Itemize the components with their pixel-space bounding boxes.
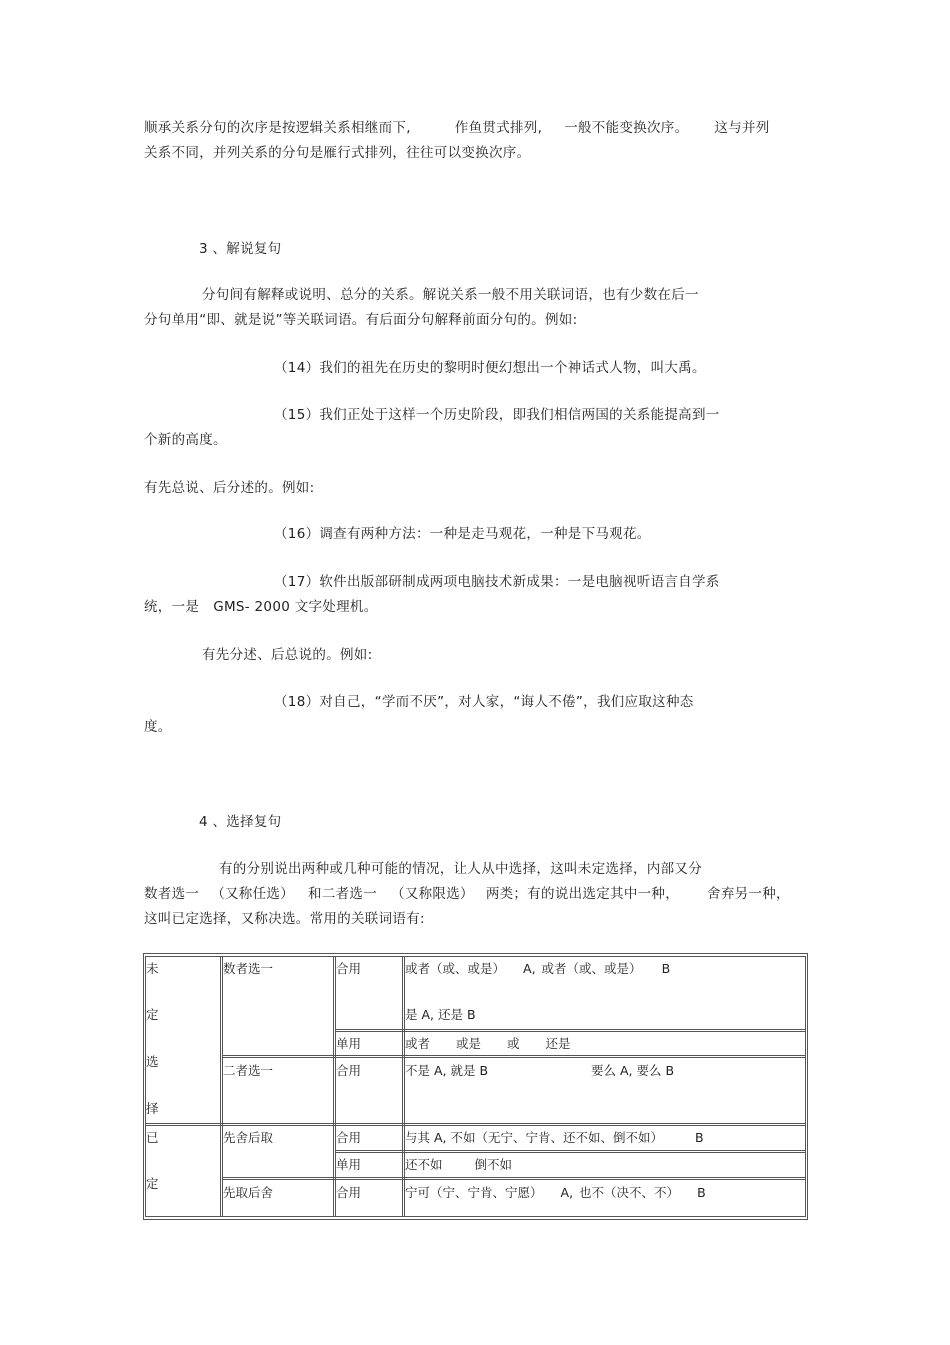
text-segment: 和二者选一 [308,886,378,902]
conjunction-text: 宁可（宁、宁肯、宁愿） [405,1185,543,1200]
conjunction-text: B [661,961,671,976]
category-decided-char: 定 [146,1176,159,1191]
usage-single: 单用 [336,1157,362,1172]
conjunction-text: 还不如 [405,1157,443,1172]
intro-line-2: 关系不同，并列关系的分句是雁行式排列，往往可以变换次序。 [144,145,531,161]
sec3-para-1b: 分句单用“即、就是说”等关联词语。有后面分句解释前面分句的。例如: [144,312,578,328]
sec3-para-3: 有先分述、后总说的。例如: [202,647,373,663]
conjunction-text: 或者（或、或是） [405,961,506,976]
example-15b: 个新的高度。 [144,432,227,448]
conjunction-text: 也不（决不、不） [579,1185,680,1200]
text-segment: （又称限选） [391,886,474,902]
conjunction-text: 或 [507,1036,520,1051]
table-border [145,1216,806,1217]
category-undecided-char: 未 [146,961,159,976]
intro-line-1 [144,118,770,138]
table-border [807,953,808,1220]
text-segment: 一般不能变换次序。 [564,120,689,136]
example-17b [144,597,378,617]
example-18a: （18）对自己，“学而不厌”，对人家，“诲人不倦”，我们应取这种态 [274,694,694,710]
subtype-multi: 数者选一 [223,961,274,976]
conjunction-row-1b: 是 A, 还是 B [405,1007,476,1022]
usage-combined: 合用 [336,1063,362,1078]
text-segment: 作鱼贯式排列, [454,120,543,136]
example-17a: （17）软件出版部研制成两项电脑技术新成果：一是电脑视听语言自学系 [274,574,720,590]
usage-single: 单用 [336,1036,362,1051]
conjunction-row-3a: 不是 A, 就是 B [405,1063,489,1078]
subtype-give-take: 先舍后取 [223,1130,274,1145]
row-divider [222,1179,806,1180]
table-border [145,956,806,957]
sec4-para-1b [144,884,790,904]
sec4-para-1c: 这叫已定选择，又称决选。常用的关联词语有: [144,911,425,927]
example-15a: （15）我们正处于这样一个历史阶段，即我们相信两国的关系能提高到一 [274,407,720,423]
example-14: （14）我们的祖先在历史的黎明时便幻想出一个神话式人物，叫大禹。 [274,360,706,376]
row-divider [335,1152,806,1153]
table-border [143,953,808,954]
conjunction-text: A, [560,1185,574,1200]
example-16: （16）调查有两种方法：一种是走马观花，一种是下马观花。 [274,526,651,542]
sec3-para-1a: 分句间有解释或说明、总分的关系。解说关系一般不用关联词语，也有少数在后一 [202,287,699,303]
row-divider [222,1055,806,1056]
sec3-para-2: 有先总说、后分述的。例如: [144,480,315,496]
conjunction-row-1 [405,961,670,977]
conjunction-text: 或是 [456,1036,482,1051]
conjunction-text: 或者（或、或是） [541,961,642,976]
text-segment: 数者选一 [144,886,200,902]
table-border [143,953,144,1220]
subtype-two: 二者选一 [223,1063,274,1078]
text-segment: 这与并列 [714,120,770,136]
col-divider [220,956,221,1217]
text-segment: 顺承关系分句的次序是按逻辑关系相继而下, [144,120,411,136]
section-4-heading: 4 、选择复句 [199,814,282,830]
category-undecided-char: 选 [146,1054,159,1069]
section-3-heading: 3 、解说复句 [199,241,282,257]
conjunction-text: 倒不如 [474,1157,513,1172]
category-undecided-char: 定 [146,1007,159,1022]
text-segment: 舍弃另一种， [707,886,790,902]
conjunction-row-3b: 要么 A, 要么 B [591,1063,675,1078]
row-divider [222,1177,806,1178]
row-divider [335,1031,806,1032]
subtype-take-give: 先取后舍 [223,1185,274,1200]
conjunction-text: A, [523,961,536,976]
conjunction-row-4 [405,1130,704,1146]
row-divider [145,1123,806,1124]
category-undecided-char: 择 [146,1101,159,1116]
text-segment: GMS- 2000 文字处理机。 [213,599,378,615]
row-divider [145,1125,806,1126]
conjunction-row-6 [405,1185,706,1201]
row-divider [335,1029,806,1030]
conjunction-row-2 [405,1036,571,1052]
conjunction-text: 或者 [405,1036,431,1051]
usage-combined: 合用 [336,1185,362,1200]
usage-combined: 合用 [336,961,362,976]
conjunction-row-5 [405,1157,512,1173]
conjunction-text: B [697,1185,706,1200]
usage-combined: 合用 [336,1130,362,1145]
conjunction-text: 还是 [545,1036,571,1051]
table-border [143,1219,808,1220]
category-decided-char: 已 [146,1130,159,1145]
text-segment: 统，一是 [144,599,200,615]
example-18b: 度。 [144,719,172,735]
row-divider [222,1057,806,1058]
row-divider [335,1150,806,1151]
text-segment: （又称任选） [211,886,295,902]
text-segment: 两类；有的说出选定其中一种， [485,886,680,902]
conjunction-text: 与其 A, 不如（无宁、宁肯、还不如、倒不如） [405,1130,663,1145]
conjunction-text: B [694,1130,704,1145]
sec4-para-1a: 有的分别说出两种或几种可能的情况，让人从中选择，这叫未定选择，内部又分 [219,861,702,877]
